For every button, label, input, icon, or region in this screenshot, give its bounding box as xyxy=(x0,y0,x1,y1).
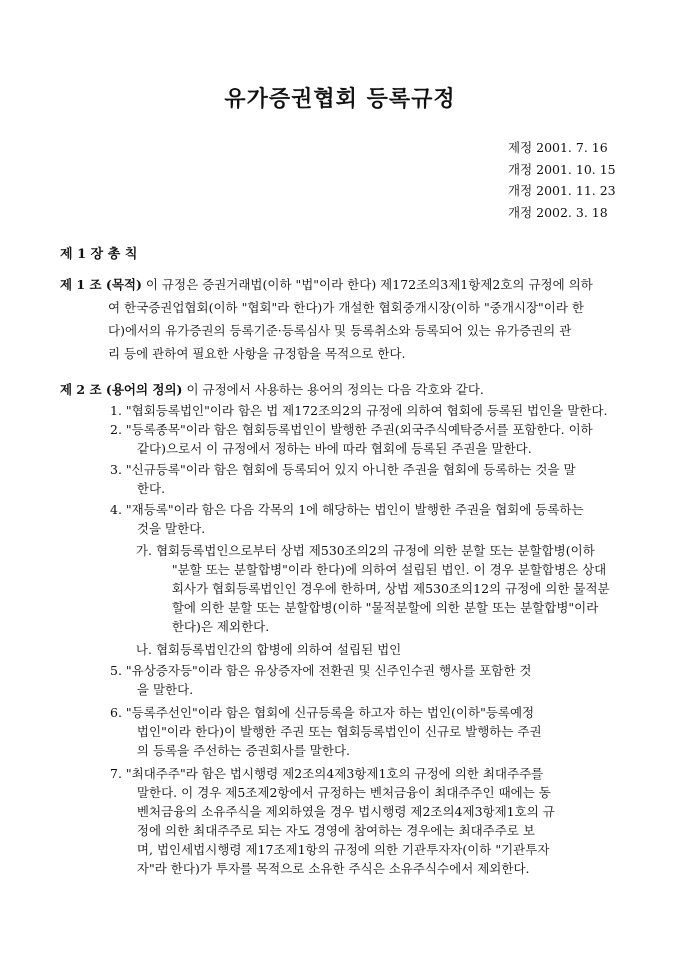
article-2-heading: 제 2 조 (용어의 정의) xyxy=(60,382,183,397)
date-amended-3: 개정 2002. 3. 18 xyxy=(508,204,608,220)
definition-item-7 xyxy=(110,764,555,878)
definition-item-1 xyxy=(110,401,607,420)
definition-item-4-ga xyxy=(124,541,610,636)
item-line: 같다)으로서 이 규정에서 정하는 바에 따라 협회에 등록된 주권을 말한다. xyxy=(125,441,532,456)
item-line: "분할 또는 분할합병"이라 한다)에 의하여 설립된 법인. 이 경우 분할합병은 상대 xyxy=(148,562,607,577)
date-amended-1: 개정 2001. 10. 15 xyxy=(508,161,616,177)
item-line: 5. "유상증자등"이라 함은 유상증자에 전환권 및 신주인수권 행사를 포함한 것 xyxy=(110,663,532,678)
item-line: 나. 협회등록법인간의 합병에 의하여 설립된 법인 xyxy=(124,642,402,657)
item-line: 말한다. 이 경우 제5조제2항에서 규정하는 벤처금융이 최대주주인 때에는 동 xyxy=(125,785,551,800)
article-1-line: 여 한국증권업협회(이하 "협회"라 한다)가 개설한 협회중개시장(이하 "중개시장"이라 한 xyxy=(108,300,584,315)
item-line: 가. 협회등록법인으로부터 상법 제530조의2의 규정에 의한 분할 또는 분할합병(이하 xyxy=(124,543,595,558)
article-1-line: 리 등에 관하여 필요한 사항을 규정함을 목적으로 한다. xyxy=(108,346,406,361)
date-enacted: 제정 2001. 7. 16 xyxy=(508,140,608,155)
item-line: 며, 법인세법시행령 제17조제1항의 규정에 의한 기관투자자(이하 "기관투자 xyxy=(125,842,550,857)
definition-item-6 xyxy=(110,703,542,760)
definition-item-5 xyxy=(110,661,531,699)
item-line: 것을 말한다. xyxy=(125,521,206,536)
definition-item-2 xyxy=(110,420,593,458)
item-line: 정에 의한 최대주주로 되는 자도 경영에 참여하는 경우에는 최대주주로 보 xyxy=(125,823,535,838)
item-line: 을 말한다. xyxy=(125,682,194,697)
definition-item-4-na xyxy=(124,640,401,659)
definition-item-4 xyxy=(110,500,584,538)
item-line: 할에 의한 분할 또는 분할합병(이하 "물적분할에 의한 분할 또는 분할합병"이라 xyxy=(148,600,599,615)
item-line: 회사가 협회등록법인인 경우에 한하며, 상법 제530조의12의 규정에 의한 물적분 xyxy=(148,581,610,596)
chapter-heading: 제 1 장 총 칙 xyxy=(60,247,138,262)
article-1-heading: 제 1 조 (목적) xyxy=(60,277,142,292)
item-line: 한다. xyxy=(125,481,166,496)
article-2 xyxy=(60,378,640,401)
item-line: 6. "등록주선인"이라 함은 협회에 신규등록을 하고자 하는 법인(이하"등록예정 xyxy=(110,705,535,720)
article-2-intro: 이 규정에서 사용하는 용어의 정의는 다음 각호와 같다. xyxy=(182,382,484,397)
item-line: 4. "재등록"이라 함은 다음 각목의 1에 해당하는 법인이 발행한 주권을 협회에 등록하는 xyxy=(110,502,584,517)
item-line: 자"라 한다)가 투자를 목적으로 소유한 주식은 소유주식수에서 제외한다. xyxy=(125,861,530,876)
item-line: 7. "최대주주"라 함은 법시행령 제2조의4제3항제1호의 규정에 의한 최대주주를 xyxy=(110,766,544,781)
item-line: 의 등록을 주선하는 증권회사를 말한다. xyxy=(125,743,350,758)
item-line: 법인"이라 한다)이 발행한 주권 또는 협회등록법인이 신규로 발행하는 주권 xyxy=(125,724,542,739)
item-line: 벤처금융의 소유주식을 제외하였을 경우 법시행령 제2조의4제3항제1호의 규 xyxy=(125,804,555,819)
article-1-line: 다)에서의 유가증권의 등록기준·등록심사 및 등록취소와 등록되어 있는 유가증권의 관 xyxy=(108,323,572,338)
article-1-line: 이 규정은 증권거래법(이하 "법"이라 한다) 제172조의3제1항제2호의 규정에 의하 xyxy=(141,277,593,292)
article-1 xyxy=(60,273,640,365)
definition-item-3 xyxy=(110,460,576,498)
revision-dates xyxy=(508,137,616,223)
item-line: 3. "신규등록"이라 함은 협회에 등록되어 있지 아니한 주권을 협회에 등록하는 것을 말 xyxy=(110,462,576,477)
document-title: 유가증권협회 등록규정 xyxy=(224,86,456,112)
item-line: 2. "등록종목"이라 함은 협회등록법인이 발행한 주권(외국주식예탁증서를 포함한다. 이하 xyxy=(110,422,593,437)
date-amended-2: 개정 2001. 11. 23 xyxy=(508,183,616,198)
item-line: 1. "협회등록법인"이라 함은 법 제172조의2의 규정에 의하여 협회에 등록된 법인을 말한다. xyxy=(110,403,608,418)
item-line: 한다)은 제외한다. xyxy=(148,619,270,634)
